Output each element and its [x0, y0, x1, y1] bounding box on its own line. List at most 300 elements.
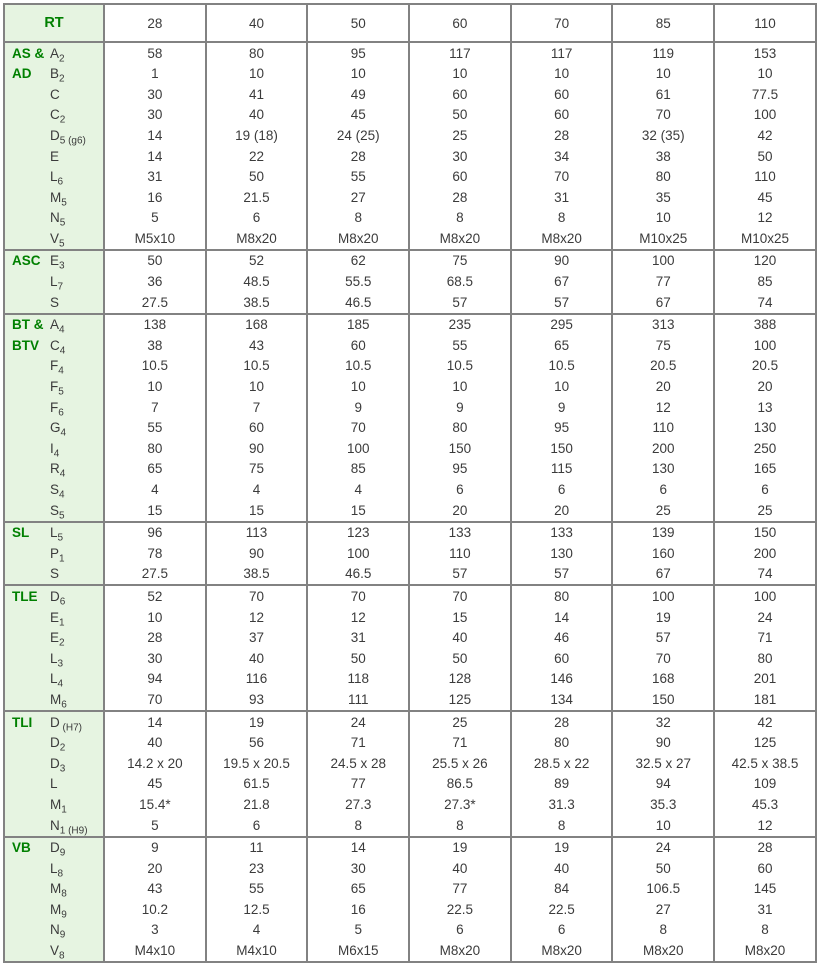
value: 23	[249, 860, 265, 876]
parameter-base: L	[50, 169, 58, 185]
value-cell	[714, 146, 816, 167]
parameter-label	[50, 189, 67, 209]
table-body	[4, 42, 816, 962]
value: 6	[761, 482, 769, 498]
row-label	[5, 335, 103, 356]
value-cell	[612, 941, 714, 963]
value-cell	[612, 208, 714, 229]
parameter-base: S	[50, 502, 60, 518]
value-cell	[307, 292, 409, 314]
parameter-base: R	[50, 461, 60, 477]
value: 89	[554, 776, 570, 792]
value-cell	[612, 689, 714, 711]
value: 118	[347, 671, 369, 687]
value: 10	[147, 609, 163, 625]
value: 70	[350, 420, 366, 436]
value-cell	[409, 794, 511, 815]
value: 128	[448, 671, 472, 687]
value: 45	[350, 107, 366, 123]
parameter-base: M	[50, 796, 62, 812]
parameter-base: L	[50, 650, 58, 666]
value: 50	[452, 107, 468, 123]
row-label	[5, 607, 103, 628]
row-label	[5, 187, 103, 208]
value-cell	[714, 208, 816, 229]
row-label-cell	[4, 879, 104, 900]
value-cell	[104, 607, 206, 628]
value-cell	[612, 146, 714, 167]
parameter-label	[50, 714, 82, 734]
row-label	[5, 879, 103, 900]
value-cell	[104, 479, 206, 500]
value: 168	[652, 671, 675, 687]
value-cell	[714, 794, 816, 815]
value-cell	[511, 585, 613, 607]
value: 60	[452, 86, 468, 102]
parameter-label	[50, 253, 65, 273]
parameter-subscript: 4	[59, 489, 65, 501]
value-cell	[206, 418, 308, 439]
row-label-cell	[4, 250, 104, 272]
table-row	[4, 711, 816, 733]
parameter-subscript: (H7)	[59, 722, 82, 734]
value-cell	[206, 689, 308, 711]
value: 8	[354, 210, 362, 226]
parameter-subscript: 3	[59, 261, 65, 273]
parameter-subscript: 2	[59, 115, 66, 127]
row-label	[5, 689, 103, 710]
value-cell	[714, 228, 816, 250]
value-cell	[307, 167, 409, 188]
row-label	[5, 105, 103, 126]
row-label-cell	[4, 711, 104, 733]
row-label-cell	[4, 774, 104, 795]
value-cell	[206, 105, 308, 126]
value: 133	[448, 525, 472, 541]
value: 12	[350, 609, 366, 625]
value-cell	[206, 794, 308, 815]
row-label-cell	[4, 459, 104, 480]
parameter-subscript: 4	[59, 469, 66, 481]
parameter-base: S	[50, 482, 60, 498]
table-row	[4, 543, 816, 564]
value: 80	[249, 45, 265, 61]
value: M8x20	[541, 943, 582, 959]
value: 68.5	[446, 274, 474, 290]
value: 22.5	[548, 901, 575, 917]
value-cell	[206, 522, 308, 544]
value: 14	[350, 840, 366, 856]
section-label: BT &	[12, 317, 44, 333]
value: 150	[753, 525, 777, 541]
row-label-cell	[4, 187, 104, 208]
value-cell	[511, 272, 613, 293]
value-cell	[206, 607, 308, 628]
value: 75	[452, 253, 468, 269]
value-cell	[104, 84, 206, 105]
value: 10	[554, 379, 570, 395]
value-cell	[409, 272, 511, 293]
row-label-cell	[4, 794, 104, 815]
section-label: TLE	[12, 588, 38, 604]
value-cell	[206, 733, 308, 754]
value-cell	[307, 125, 409, 146]
row-label-cell	[4, 105, 104, 126]
value: 86.5	[446, 776, 474, 792]
value: 67	[655, 294, 671, 310]
table-row	[4, 167, 816, 188]
parameter-label	[50, 440, 60, 460]
value-cell	[206, 585, 308, 607]
value: 50	[249, 169, 265, 185]
value: 40	[452, 630, 468, 646]
row-label-cell	[4, 356, 104, 377]
value-cell	[409, 418, 511, 439]
parameter-label	[50, 210, 66, 229]
value-cell	[511, 920, 613, 941]
value-cell	[307, 815, 409, 837]
value: 181	[753, 691, 777, 707]
value-cell	[104, 711, 206, 733]
value: 31.3	[548, 796, 575, 812]
value: 28	[757, 840, 773, 856]
value: 125	[448, 691, 472, 707]
value: 60	[554, 650, 570, 666]
value: 30	[147, 107, 163, 123]
value: 13	[757, 399, 773, 415]
row-label-cell	[4, 669, 104, 690]
value-cell	[511, 187, 613, 208]
value: 16	[350, 901, 366, 917]
value-cell	[511, 377, 613, 398]
row-label-cell	[4, 858, 104, 879]
value: M8x20	[337, 230, 379, 246]
table-row	[4, 689, 816, 711]
parameter-subscript: 8	[57, 868, 64, 880]
value: M6x15	[337, 943, 379, 959]
value-cell	[612, 42, 714, 64]
parameter-label	[50, 588, 66, 608]
value-cell	[612, 607, 714, 628]
value: 9	[151, 840, 159, 856]
value: 80	[452, 420, 468, 436]
value: 5	[151, 817, 159, 833]
value: 95	[452, 461, 468, 477]
value-cell	[612, 335, 714, 356]
value: 138	[143, 317, 167, 333]
value: 12.5	[243, 901, 270, 917]
value-cell	[104, 941, 206, 963]
parameter-base: C	[50, 107, 60, 123]
value: 10	[655, 66, 671, 82]
row-label	[5, 479, 103, 500]
value: 200	[652, 440, 675, 456]
value: M8x20	[439, 943, 481, 959]
value: 165	[753, 461, 777, 477]
row-label-cell	[4, 42, 104, 64]
value: 19.5 x 20.5	[223, 755, 290, 771]
value: 20	[554, 502, 570, 518]
value-cell	[612, 64, 714, 85]
value-cell	[206, 920, 308, 941]
table-row	[4, 815, 816, 837]
value-cell	[511, 858, 613, 879]
row-label-cell	[4, 648, 104, 669]
value-cell	[409, 335, 511, 356]
value-cell	[307, 187, 409, 208]
value-cell	[714, 543, 816, 564]
value: 27.3*	[444, 796, 476, 812]
value: 50	[757, 148, 773, 164]
value-cell	[104, 397, 206, 418]
value-cell	[511, 815, 613, 837]
value: 93	[249, 691, 265, 707]
value: 4	[151, 482, 159, 498]
value-cell	[307, 64, 409, 85]
table-row	[4, 774, 816, 795]
row-label-cell	[4, 837, 104, 859]
value-cell	[714, 125, 816, 146]
value: 56	[249, 735, 265, 751]
value: 6	[252, 817, 261, 833]
value: 67	[655, 566, 671, 582]
row-label-cell	[4, 689, 104, 711]
value-cell	[714, 42, 816, 64]
value-cell	[409, 920, 511, 941]
value: 28	[554, 714, 570, 730]
value-cell	[104, 564, 206, 586]
value: 61.5	[243, 776, 270, 792]
value-cell	[307, 250, 409, 272]
header-col-size: 50	[307, 4, 409, 42]
row-label	[5, 564, 103, 585]
value: 117	[449, 45, 471, 61]
value-cell	[409, 105, 511, 126]
value: 15	[350, 502, 366, 518]
row-label-cell	[4, 64, 104, 85]
value-cell	[409, 64, 511, 85]
parameter-label	[50, 107, 66, 127]
row-label	[5, 815, 103, 836]
value: 50	[655, 860, 671, 876]
value: 27	[350, 189, 366, 205]
parameter-label	[50, 630, 65, 649]
parameter-base: L	[50, 525, 58, 541]
value: 57	[655, 630, 671, 646]
parameter-subscript: 2	[59, 637, 65, 649]
table-row	[4, 208, 816, 229]
value-cell	[511, 125, 613, 146]
value: 185	[346, 317, 370, 333]
table-row	[4, 459, 816, 480]
value: 120	[753, 253, 777, 269]
value: 113	[245, 525, 268, 541]
value-cell	[511, 733, 613, 754]
value: M8x20	[541, 230, 582, 246]
value-cell	[104, 228, 206, 250]
parameter-label	[50, 817, 88, 837]
row-label-cell	[4, 146, 104, 167]
value: 20	[655, 379, 671, 395]
parameter-subscript: 5	[57, 532, 64, 544]
parameter-label	[50, 296, 59, 310]
value-cell	[409, 648, 511, 669]
row-label	[5, 628, 103, 649]
value-cell	[612, 272, 714, 293]
value: 20	[147, 860, 163, 876]
row-label-cell	[4, 208, 104, 229]
table-row	[4, 564, 816, 586]
value-cell	[714, 105, 816, 126]
row-label	[5, 669, 103, 690]
value: 60	[554, 107, 570, 123]
row-label	[5, 292, 103, 313]
value-cell	[612, 356, 714, 377]
parameter-subscript: 4	[60, 427, 67, 439]
value: 49	[350, 86, 366, 102]
value-cell	[104, 920, 206, 941]
value: 10	[350, 379, 366, 395]
value: 6	[456, 922, 464, 938]
parameter-base: M	[50, 881, 62, 897]
parameter-subscript: 7	[57, 281, 64, 293]
value: 250	[753, 440, 777, 456]
row-label	[5, 459, 103, 480]
value-cell	[409, 753, 511, 774]
value-cell	[714, 628, 816, 649]
value-cell	[206, 459, 308, 480]
value: 139	[652, 525, 675, 541]
row-label	[5, 377, 103, 398]
value-cell	[206, 272, 308, 293]
value-cell	[307, 356, 409, 377]
parameter-subscript: 5	[59, 238, 65, 250]
table-row	[4, 479, 816, 500]
header-col-size: 60	[409, 4, 511, 42]
row-label	[5, 438, 103, 459]
table-row	[4, 335, 816, 356]
parameter-base: A	[50, 317, 60, 333]
value: 5	[354, 922, 362, 938]
value: 100	[753, 107, 777, 123]
value-cell	[206, 187, 308, 208]
value-cell	[612, 292, 714, 314]
value: 15	[147, 502, 163, 518]
table-row	[4, 228, 816, 250]
value: 65	[554, 337, 570, 353]
value: 70	[452, 588, 468, 604]
value-cell	[104, 272, 206, 293]
value: 153	[753, 45, 777, 61]
value-cell	[206, 543, 308, 564]
row-label	[5, 586, 103, 607]
value-cell	[409, 125, 511, 146]
value-cell	[307, 208, 409, 229]
table-row	[4, 628, 816, 649]
parameter-label	[50, 317, 65, 336]
value: 32 (35)	[641, 127, 685, 143]
value-cell	[612, 459, 714, 480]
parameter-base: D	[50, 840, 60, 856]
table-row	[4, 858, 816, 879]
value: 71	[350, 735, 366, 751]
value: 50	[147, 253, 163, 269]
value: 133	[550, 525, 573, 541]
value-cell	[714, 314, 816, 336]
section-label: TLI	[12, 714, 33, 730]
value-cell	[104, 418, 206, 439]
value: 55	[147, 420, 163, 436]
value-cell	[612, 774, 714, 795]
value: M8x20	[744, 943, 786, 959]
value: 28	[452, 189, 468, 205]
parameter-base: A	[50, 45, 60, 61]
value: 20.5	[650, 358, 677, 374]
parameter-base: C	[50, 86, 60, 102]
value: 20	[757, 379, 773, 395]
row-label-cell	[4, 941, 104, 963]
value-cell	[612, 167, 714, 188]
parameter-label	[50, 66, 65, 85]
value: 30	[452, 148, 468, 164]
row-label-cell	[4, 479, 104, 500]
value-cell	[104, 585, 206, 607]
row-label-cell	[4, 607, 104, 628]
value-cell	[104, 500, 206, 522]
value-cell	[206, 42, 308, 64]
value: 52	[147, 588, 163, 604]
value-cell	[511, 42, 613, 64]
value-cell	[307, 733, 409, 754]
row-label-cell	[4, 920, 104, 941]
value-cell	[612, 564, 714, 586]
value-cell	[714, 167, 816, 188]
parameter-label	[50, 274, 64, 293]
parameter-subscript: 4	[59, 324, 65, 336]
value-cell	[612, 250, 714, 272]
value: 95	[554, 420, 570, 436]
value-cell	[307, 837, 409, 859]
value: 40	[554, 860, 570, 876]
value: M4x10	[236, 943, 277, 959]
row-label-cell	[4, 628, 104, 649]
value-cell	[409, 733, 511, 754]
value-cell	[612, 879, 714, 900]
value: 84	[554, 881, 570, 897]
value: 10.5	[243, 358, 270, 374]
value: 37	[249, 630, 265, 646]
value: 70	[249, 588, 265, 604]
value-cell	[714, 585, 816, 607]
header-row	[4, 4, 816, 42]
value-cell	[104, 377, 206, 398]
value-cell	[511, 837, 613, 859]
value-cell	[206, 397, 308, 418]
value-cell	[612, 522, 714, 544]
parameter-base: L	[50, 776, 58, 792]
parameter-label	[50, 482, 65, 501]
value-cell	[409, 438, 511, 459]
value-cell	[612, 438, 714, 459]
parameter-base: S	[50, 566, 60, 582]
value-cell	[511, 335, 613, 356]
value-cell	[206, 84, 308, 105]
value-cell	[307, 794, 409, 815]
value: 10	[757, 66, 773, 82]
row-label-cell	[4, 314, 104, 336]
value: 10.5	[141, 358, 168, 374]
value: 10	[452, 379, 468, 395]
